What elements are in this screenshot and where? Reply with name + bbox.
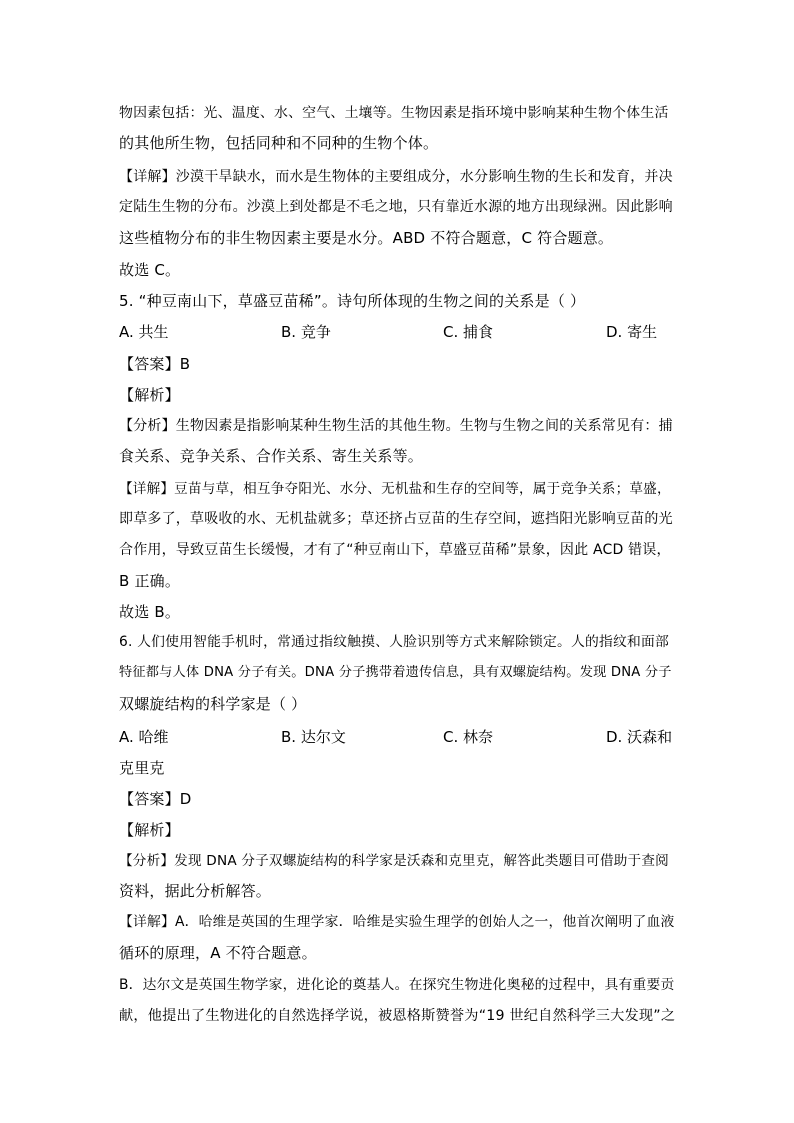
text-line: 【分析】发现 DNA 分子双螺旋结构的科学家是沃森和克里克，解答此类题目可借助于查阅 — [119, 853, 669, 869]
text-line: 物因素包括：光、温度、水、空气、土壤等。生物因素是指环境中影响某种生物个体生活 — [119, 105, 669, 121]
text-line: B．达尔文是英国生物学家，进化论的奠基人。在探究生物进化奥秘的过程中，具有重要贡 — [119, 977, 675, 993]
text-line: 的其他所生物，包括同种和不同种的生物个体。 — [119, 134, 439, 152]
q5-option-c: C. 捕食 — [443, 323, 494, 341]
text-line: 【详解】A．哈维是英国的生理学家．哈维是实验生理学的创始人之一，他首次阐明了血液 — [119, 914, 675, 930]
question-5: 5. “种豆南山下，草盛豆苗稀”。诗句所体现的生物之间的关系是（ ） — [119, 292, 586, 310]
text-line: 合作用，导致豆苗生长缓慢，才有了“种豆南山下，草盛豆苗稀”景象，因此 ACD 错误， — [119, 542, 671, 558]
question-6: 6. 人们使用智能手机时，常通过指纹触摸、人脸识别等方式来解除锁定。人的指纹和面部 — [119, 634, 670, 650]
q6-option-c: C. 林奈 — [443, 728, 494, 746]
q5-option-b: B. 竞争 — [281, 323, 331, 341]
text-line: 特征都与人体 DNA 分子有关。DNA 分子携带着遗传信息，具有双螺旋结构。发现 DNA 分子 — [119, 665, 672, 680]
text-line: 【分析】生物因素是指影响某种生物生活的其他生物。生物与生物之间的关系常见有：捕 — [119, 418, 673, 434]
text-line: 【详解】沙漠干旱缺水，而水是生物体的主要组成分，水分影响生物的生长和发育，并决 — [119, 169, 673, 185]
q6-option-d: D. 沃森和 — [606, 728, 673, 746]
text-line: 【详解】豆苗与草，相互争夺阳光、水分、无机盐和生存的空间等，属于竞争关系；草盛， — [119, 481, 671, 497]
q5-option-a: A. 共生 — [119, 323, 169, 341]
text-line: 克里克 — [119, 759, 165, 777]
text-line: B 正确。 — [119, 572, 181, 590]
text-line: 循环的原理，A 不符合题意。 — [119, 944, 317, 962]
text-line: 双螺旋结构的科学家是（ ） — [119, 695, 307, 713]
q6-option-a: A. 哈维 — [119, 728, 169, 746]
text-line: 故选 B。 — [119, 603, 181, 621]
answer-label: 【答案】B — [119, 355, 191, 373]
q6-option-b: B. 达尔文 — [281, 728, 346, 746]
analysis-label: 【解析】 — [119, 386, 180, 404]
text-line: 献，他提出了生物进化的自然选择学说，被恩格斯赞誉为“19 世纪自然科学三大发现”之 — [119, 1008, 676, 1024]
q5-option-d: D. 寄生 — [606, 323, 658, 341]
analysis-label: 【解析】 — [119, 821, 180, 839]
text-line: 食关系、竞争关系、合作关系、寄生关系等。 — [119, 447, 424, 465]
answer-label: 【答案】D — [119, 790, 192, 808]
text-line: 资料，据此分析解答。 — [119, 882, 272, 900]
text-line: 即草多了，草吸收的水、无机盐就多；草还挤占豆苗的生存空间，遮挡阳光影响豆苗的光 — [119, 511, 673, 527]
text-line: 定陆生生物的分布。沙漠上到处都是不毛之地，只有靠近水源的地方出现绿洲。因此影响 — [119, 199, 673, 215]
text-line: 故选 C。 — [119, 261, 181, 279]
text-line: 这些植物分布的非生物因素主要是水分。ABD 不符合题意，C 符合题意。 — [119, 229, 614, 247]
